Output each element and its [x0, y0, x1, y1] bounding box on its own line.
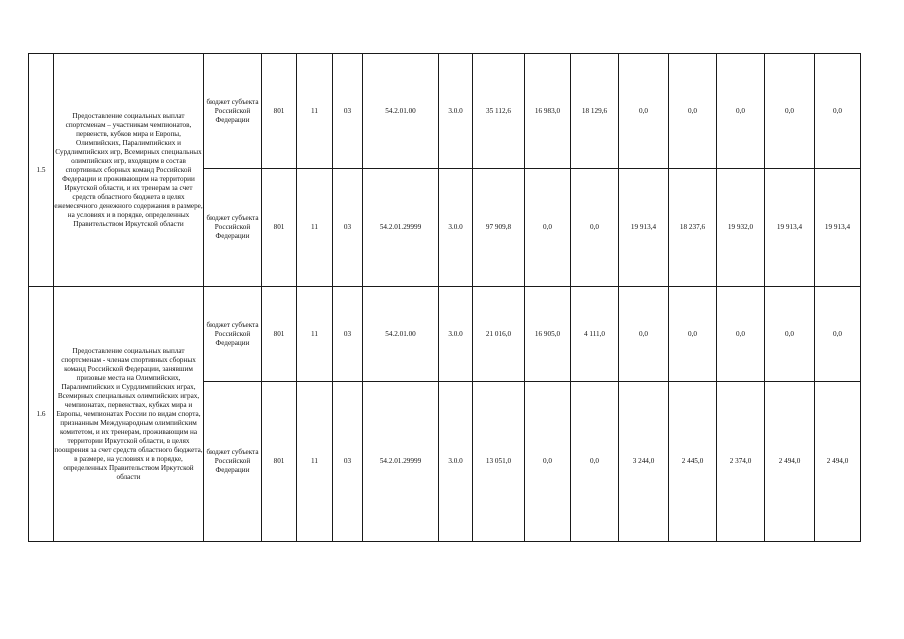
amount-cell: 35 112,6: [473, 54, 525, 169]
vr-code: 3.0.0: [439, 287, 473, 382]
grbs-code: 801: [262, 54, 297, 169]
budget-source: бюджет субъекта Российской Федерации: [204, 382, 262, 542]
budget-source: бюджет субъекта Российской Федерации: [204, 54, 262, 169]
rz-code: 11: [297, 169, 333, 287]
table-row: [29, 287, 861, 382]
amount-cell: 16 905,0: [525, 287, 571, 382]
amount-cell: 0,0: [571, 169, 619, 287]
amount-cell: 0,0: [669, 287, 717, 382]
rz-code: 11: [297, 54, 333, 169]
budget-table: [28, 53, 861, 542]
csr-code: 54.2.01.00: [363, 287, 439, 382]
rz-code: 11: [297, 287, 333, 382]
amount-cell: 2 494,0: [815, 382, 861, 542]
amount-cell: 0,0: [525, 382, 571, 542]
amount-cell: 19 913,4: [815, 169, 861, 287]
amount-cell: 21 016,0: [473, 287, 525, 382]
csr-code: 54.2.01.29999: [363, 169, 439, 287]
pr-code: 03: [333, 287, 363, 382]
vr-code: 3.0.0: [439, 382, 473, 542]
amount-cell: 97 909,8: [473, 169, 525, 287]
table-body: [29, 54, 861, 542]
amount-cell: 0,0: [525, 169, 571, 287]
grbs-code: 801: [262, 169, 297, 287]
amount-cell: 2 374,0: [717, 382, 765, 542]
amount-cell: 13 051,0: [473, 382, 525, 542]
amount-cell: 19 932,0: [717, 169, 765, 287]
amount-cell: 0,0: [669, 54, 717, 169]
vr-code: 3.0.0: [439, 169, 473, 287]
rz-code: 11: [297, 382, 333, 542]
pr-code: 03: [333, 54, 363, 169]
amount-cell: 0,0: [717, 54, 765, 169]
row-number: 1.6: [29, 287, 54, 542]
amount-cell: 0,0: [765, 54, 815, 169]
row-number: 1.5: [29, 54, 54, 287]
amount-cell: 2 494,0: [765, 382, 815, 542]
amount-cell: 0,0: [619, 54, 669, 169]
amount-cell: 19 913,4: [765, 169, 815, 287]
budget-source: бюджет субъекта Российской Федерации: [204, 169, 262, 287]
amount-cell: 3 244,0: [619, 382, 669, 542]
table-row: [29, 54, 861, 169]
amount-cell: 4 111,0: [571, 287, 619, 382]
amount-cell: 18 129,6: [571, 54, 619, 169]
grbs-code: 801: [262, 382, 297, 542]
budget-source: бюджет субъекта Российской Федерации: [204, 287, 262, 382]
amount-cell: 18 237,6: [669, 169, 717, 287]
csr-code: 54.2.01.29999: [363, 382, 439, 542]
amount-cell: 0,0: [815, 287, 861, 382]
amount-cell: 0,0: [571, 382, 619, 542]
vr-code: 3.0.0: [439, 54, 473, 169]
amount-cell: 19 913,4: [619, 169, 669, 287]
csr-code: 54.2.01.00: [363, 54, 439, 169]
amount-cell: 0,0: [765, 287, 815, 382]
amount-cell: 0,0: [619, 287, 669, 382]
pr-code: 03: [333, 169, 363, 287]
amount-cell: 2 445,0: [669, 382, 717, 542]
event-description: Предоставление социальных выплат спортсменам – участникам чемпионатов, первенств, кубков мира и Европы, Олимпийских, Паралимпийских и Сурдлимпийских игр, Всемирных специальных олимпийских игр, входящим в состав спортивных сборных команд Российской Федерации и проживающим на территории Иркутской области, и их тренерам за счет средств областного бюджета в целях ежемесячного денежного содержания в размере, на условиях и в порядке, определенных Правительством Иркутской области: [54, 54, 204, 287]
event-description: Предоставление социальных выплат спортсменам - членам спортивных сборных команд Российской Федерации, занявшим призовые места на Олимпийских, Паралимпийских и Сурдлимпийских играх, Всемирных специальных олимпийских играх, чемпионатах, первенствах, кубках мира и Европы, чемпионатах России по видам спорта, признанным Международным олимпийским комитетом, и их тренерам, проживающим на территории Иркутской области, в целях поощрения за счет средств областного бюджета, в размере, на условиях и в порядке, определенных Правительством Иркутской области: [54, 287, 204, 542]
amount-cell: 16 983,0: [525, 54, 571, 169]
amount-cell: 0,0: [815, 54, 861, 169]
amount-cell: 0,0: [717, 287, 765, 382]
budget-table-page: [28, 53, 861, 542]
pr-code: 03: [333, 382, 363, 542]
grbs-code: 801: [262, 287, 297, 382]
